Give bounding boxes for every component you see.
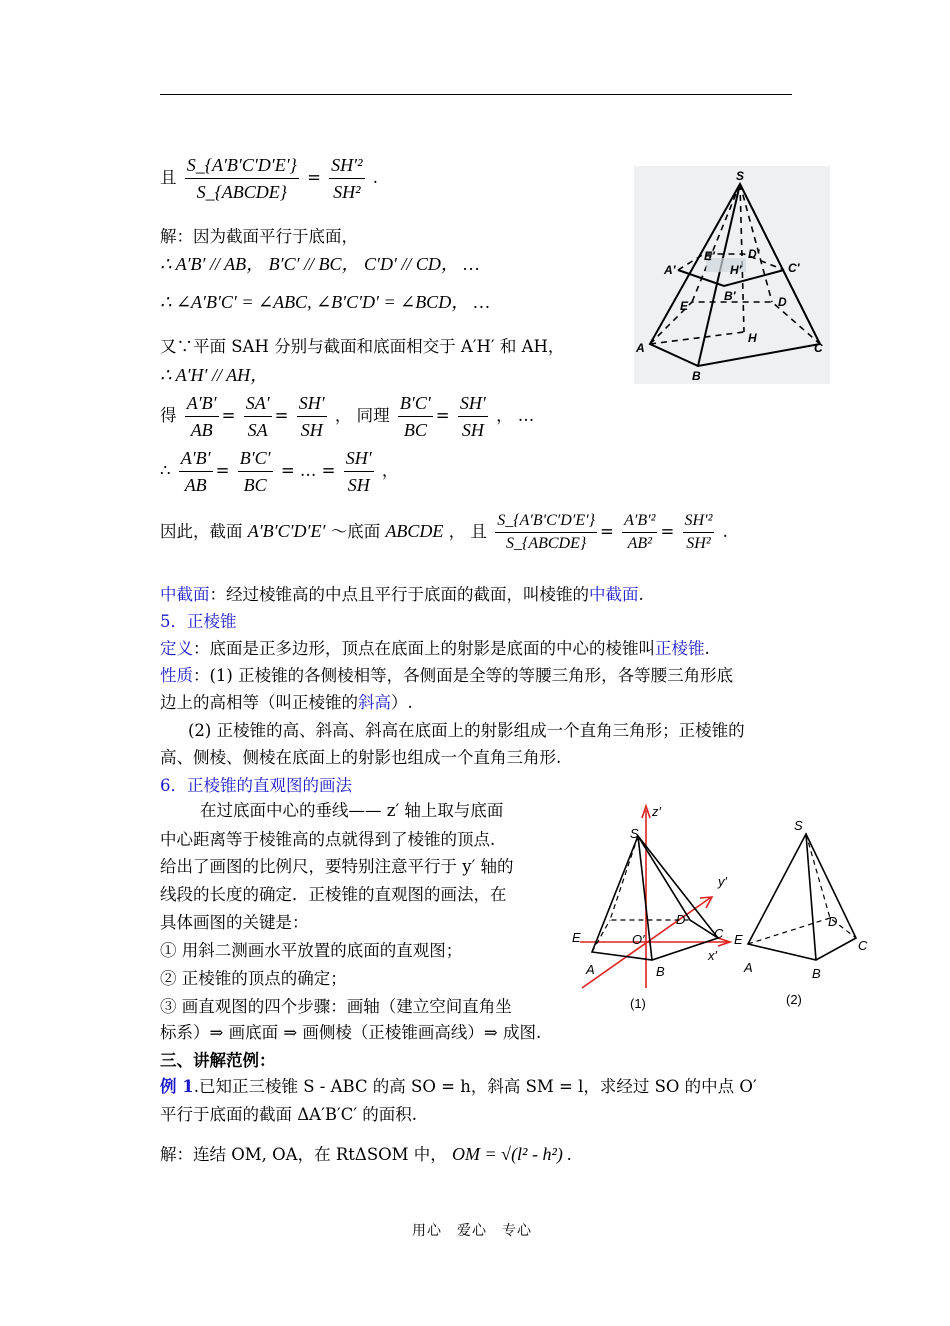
frac-denominator: AB bbox=[190, 420, 213, 440]
mid-section-definition bbox=[160, 584, 644, 606]
label-x-prime: x′ bbox=[708, 948, 717, 963]
equals-sign: = bbox=[307, 168, 321, 187]
example-text: .已知正三棱锥 S - ABC 的高 SO = h，斜高 SM = l，求经过 SO 的中点 O′ bbox=[193, 1077, 757, 1096]
method-line-2: 中心距离等于棱锥高的点就得到了棱锥的顶点. bbox=[160, 830, 496, 849]
label-D: D bbox=[676, 912, 686, 927]
figure-caption-2: (2) bbox=[786, 992, 802, 1007]
label-C: C bbox=[814, 341, 823, 355]
method-line-4: 线段的长度的确定．正棱锥的直观图的画法，在 bbox=[160, 885, 507, 904]
definition bbox=[160, 638, 710, 660]
heading-6: 6．正棱锥的直观图的画法 bbox=[160, 776, 352, 795]
label-D: D bbox=[778, 295, 787, 309]
text: 因此，截面 bbox=[160, 522, 243, 541]
property-2b: 高、侧棱、侧棱在底面上的射影也组成一个直角三角形. bbox=[160, 748, 562, 767]
period: . bbox=[704, 639, 710, 658]
method-line-1: 在过底面中心的垂线—— z′ 轴上取与底面 bbox=[200, 801, 504, 820]
property bbox=[160, 665, 733, 687]
area-ratio-line bbox=[160, 152, 378, 205]
label-S: S bbox=[794, 818, 803, 833]
fraction bbox=[238, 445, 273, 498]
text-end: ， … bbox=[496, 406, 535, 425]
solution-intro: 解：因为截面平行于底面， bbox=[160, 227, 358, 246]
ellipsis: = … = bbox=[280, 461, 336, 480]
frac-denominator: SH bbox=[300, 420, 323, 440]
frac-denominator: AB bbox=[184, 475, 207, 495]
frac-numerator: SH′ bbox=[297, 390, 327, 417]
frac-denominator: S_{ABCDE} bbox=[196, 182, 287, 202]
figure-pyramid-section bbox=[634, 166, 830, 384]
label-S: S bbox=[736, 169, 745, 183]
fraction bbox=[185, 390, 219, 443]
step-1: ① 用斜二测画水平放置的底面的直观图； bbox=[160, 941, 463, 960]
solution-2 bbox=[160, 1143, 572, 1166]
frac-numerator: A′B′ bbox=[179, 445, 213, 472]
fraction bbox=[179, 445, 213, 498]
text-prefix: ∴ bbox=[160, 461, 171, 480]
conclusion-line: 因此，截面 A′B′C′D′E′ ～底面 ABCDE ， 且 $\frac{S\_\{A'B'C'D'E'\}}{\text{S\_\{ABCDE\}}}$ = $\frac{\text{A′B′²}}{\text{AB²}}$ = $\frac{\text{SH′²}}{\text{SH²}}$ . bbox=[160, 510, 728, 555]
heading-5: 5．正棱锥 bbox=[160, 612, 237, 631]
frac-numerator: A′B′ bbox=[185, 390, 219, 417]
formula: OM = √(l² - h²) . bbox=[452, 1144, 572, 1164]
text: ：(1) 正棱锥的各侧棱相等，各侧面是全等的等腰三角形，各等腰三角形底 bbox=[193, 666, 734, 685]
frac-denominator: SH bbox=[347, 475, 370, 495]
frac-denominator: SH² bbox=[333, 182, 361, 202]
ratio-line-1: 得 $\frac{A'B'}{AB}$ = $\frac{SA'}{SA}$ = $\frac{SH'}{SH}$ ， 同理 $\frac{B'C'}{BC}$ = $\frac{SH'}{SH}$ ， … bbox=[160, 390, 534, 443]
label-C: C bbox=[714, 926, 724, 941]
text: ）. bbox=[391, 693, 413, 712]
header-rule bbox=[160, 94, 792, 95]
term: 定义 bbox=[160, 639, 193, 658]
frac-denominator: SA bbox=[247, 420, 268, 440]
frac-numerator: A′B′² bbox=[622, 510, 657, 533]
label-A: A bbox=[744, 960, 753, 975]
frac-denominator: S_{ABCDE} bbox=[505, 535, 587, 552]
label-H-prime: H′ bbox=[730, 263, 742, 277]
label-E: E bbox=[734, 932, 743, 947]
label-B: B bbox=[692, 369, 701, 383]
footer: 用心 爱心 专心 bbox=[412, 1223, 532, 1239]
term: 中截面 bbox=[589, 585, 639, 604]
fraction-areas bbox=[185, 152, 299, 205]
frac-numerator: S_{A′B′C′D′E′} bbox=[495, 510, 597, 533]
fraction bbox=[344, 445, 374, 498]
figure-pyramid-axes bbox=[560, 798, 760, 1020]
heading-3: 三、讲解范例： bbox=[160, 1051, 276, 1070]
label-O-prime: O′ bbox=[632, 932, 645, 947]
period: . bbox=[638, 585, 644, 604]
step-3-cont: 标系）⇒ 画底面 ⇒ 画侧棱（正棱锥画高线）⇒ 成图. bbox=[160, 1023, 542, 1042]
term: 斜高 bbox=[358, 693, 391, 712]
frac-numerator: SH′² bbox=[683, 510, 715, 533]
frac-numerator: SH′ bbox=[344, 445, 374, 472]
method-line-5: 具体画图的关键是： bbox=[160, 913, 309, 932]
frac-numerator: S_{A′B′C′D′E′} bbox=[185, 152, 299, 179]
plane-line: 又∵平面 SAH 分别与截面和底面相交于 A′H′ 和 AH， bbox=[160, 337, 565, 356]
fraction bbox=[398, 390, 433, 443]
label-B-prime: B′ bbox=[724, 289, 736, 303]
frac-denominator: BC bbox=[243, 475, 267, 495]
text-prefix: 得 bbox=[160, 406, 177, 425]
method-line-3: 给出了画图的比例尺，要特别注意平行于 y′ 轴的 bbox=[160, 857, 514, 876]
section-name: A′B′C′D′E′ bbox=[247, 521, 326, 541]
fraction bbox=[683, 510, 715, 555]
term: 中截面 bbox=[160, 585, 210, 604]
text: 解：连结 OM, OA，在 RtΔSOM 中， bbox=[160, 1145, 447, 1164]
angle-line: ∴ ∠A′B′C′ = ∠ABC, ∠B′C′D′ = ∠BCD， … bbox=[160, 292, 490, 312]
label-y-prime: y′ bbox=[718, 874, 727, 889]
label-A: A bbox=[636, 341, 645, 355]
ratio-line-2: ∴ $\frac{A'B'}{AB}$ = $\frac{B'C'}{BC}$ = … = $\frac{SH'}{SH}$ ， bbox=[160, 445, 398, 498]
parallel-line: ∴ A′B′ // AB， B′C′ // BC， C′D′ // CD， … bbox=[160, 254, 480, 274]
frac-denominator: SH² bbox=[686, 535, 711, 552]
fraction bbox=[244, 390, 272, 443]
fraction bbox=[495, 510, 597, 555]
ah-parallel-line: ∴ A′H′ // AH， bbox=[160, 365, 269, 385]
term: 正棱锥 bbox=[655, 639, 705, 658]
label-D-prime: D′ bbox=[748, 247, 760, 261]
text-mid: ， 同理 bbox=[334, 406, 390, 425]
text-end: ， bbox=[381, 461, 399, 480]
example-label: 例 1 bbox=[160, 1077, 194, 1096]
frac-numerator: SA′ bbox=[244, 390, 272, 417]
text: ， 且 bbox=[448, 522, 487, 541]
label-H: H bbox=[748, 331, 757, 345]
label-D: D bbox=[828, 914, 838, 929]
label-C: C bbox=[858, 938, 868, 953]
label-E: E bbox=[572, 930, 581, 945]
frac-numerator: SH′² bbox=[329, 152, 364, 179]
period: . bbox=[372, 168, 378, 187]
label-A: A bbox=[586, 962, 595, 977]
figure-caption-1: (1) bbox=[630, 996, 646, 1011]
frac-denominator: BC bbox=[403, 420, 427, 440]
label-z-prime: z′ bbox=[652, 804, 661, 819]
frac-numerator: SH′ bbox=[458, 390, 488, 417]
period: . bbox=[722, 522, 728, 541]
text: ：底面是正多边形，顶点在底面上的射影是底面的中心的棱锥叫 bbox=[193, 639, 655, 658]
frac-numerator: B′C′ bbox=[398, 390, 433, 417]
label-E: E bbox=[680, 299, 689, 313]
base-name: ABCDE bbox=[385, 521, 444, 541]
label-C-prime: C′ bbox=[788, 261, 800, 275]
fraction bbox=[458, 390, 488, 443]
fraction-heights bbox=[329, 152, 364, 205]
label-S: S bbox=[630, 826, 639, 841]
fraction bbox=[297, 390, 327, 443]
label-E-prime: E′ bbox=[704, 249, 715, 263]
text: 边上的高相等（叫正棱锥的 bbox=[160, 693, 358, 712]
y-arrow bbox=[700, 897, 712, 908]
term: 性质 bbox=[160, 666, 193, 685]
frac-denominator: AB² bbox=[627, 535, 652, 552]
text-prefix: 且 bbox=[160, 168, 177, 187]
label-B: B bbox=[656, 964, 665, 979]
text: ：经过棱锥高的中点且平行于底面的截面，叫棱锥的 bbox=[209, 585, 589, 604]
frac-denominator: SH bbox=[461, 420, 484, 440]
step-3: ③ 画直观图的四个步骤：画轴（建立空间直角坐 bbox=[160, 997, 512, 1016]
property-2a: (2) 正棱锥的高、斜高、斜高在底面上的射影组成一个直角三角形；正棱锥的 bbox=[188, 721, 745, 740]
frac-numerator: B′C′ bbox=[238, 445, 273, 472]
fraction bbox=[622, 510, 657, 555]
example-1 bbox=[160, 1076, 757, 1098]
label-B: B bbox=[812, 966, 821, 981]
step-2: ② 正棱锥的顶点的确定； bbox=[160, 969, 347, 988]
label-A-prime: A′ bbox=[664, 263, 676, 277]
similar-text: ～底面 bbox=[330, 522, 381, 541]
property-cont bbox=[160, 692, 413, 714]
example-1-cont: 平行于底面的截面 ΔA′B′C′ 的面积. bbox=[160, 1105, 418, 1124]
figure-pyramid-plain bbox=[732, 814, 872, 1014]
